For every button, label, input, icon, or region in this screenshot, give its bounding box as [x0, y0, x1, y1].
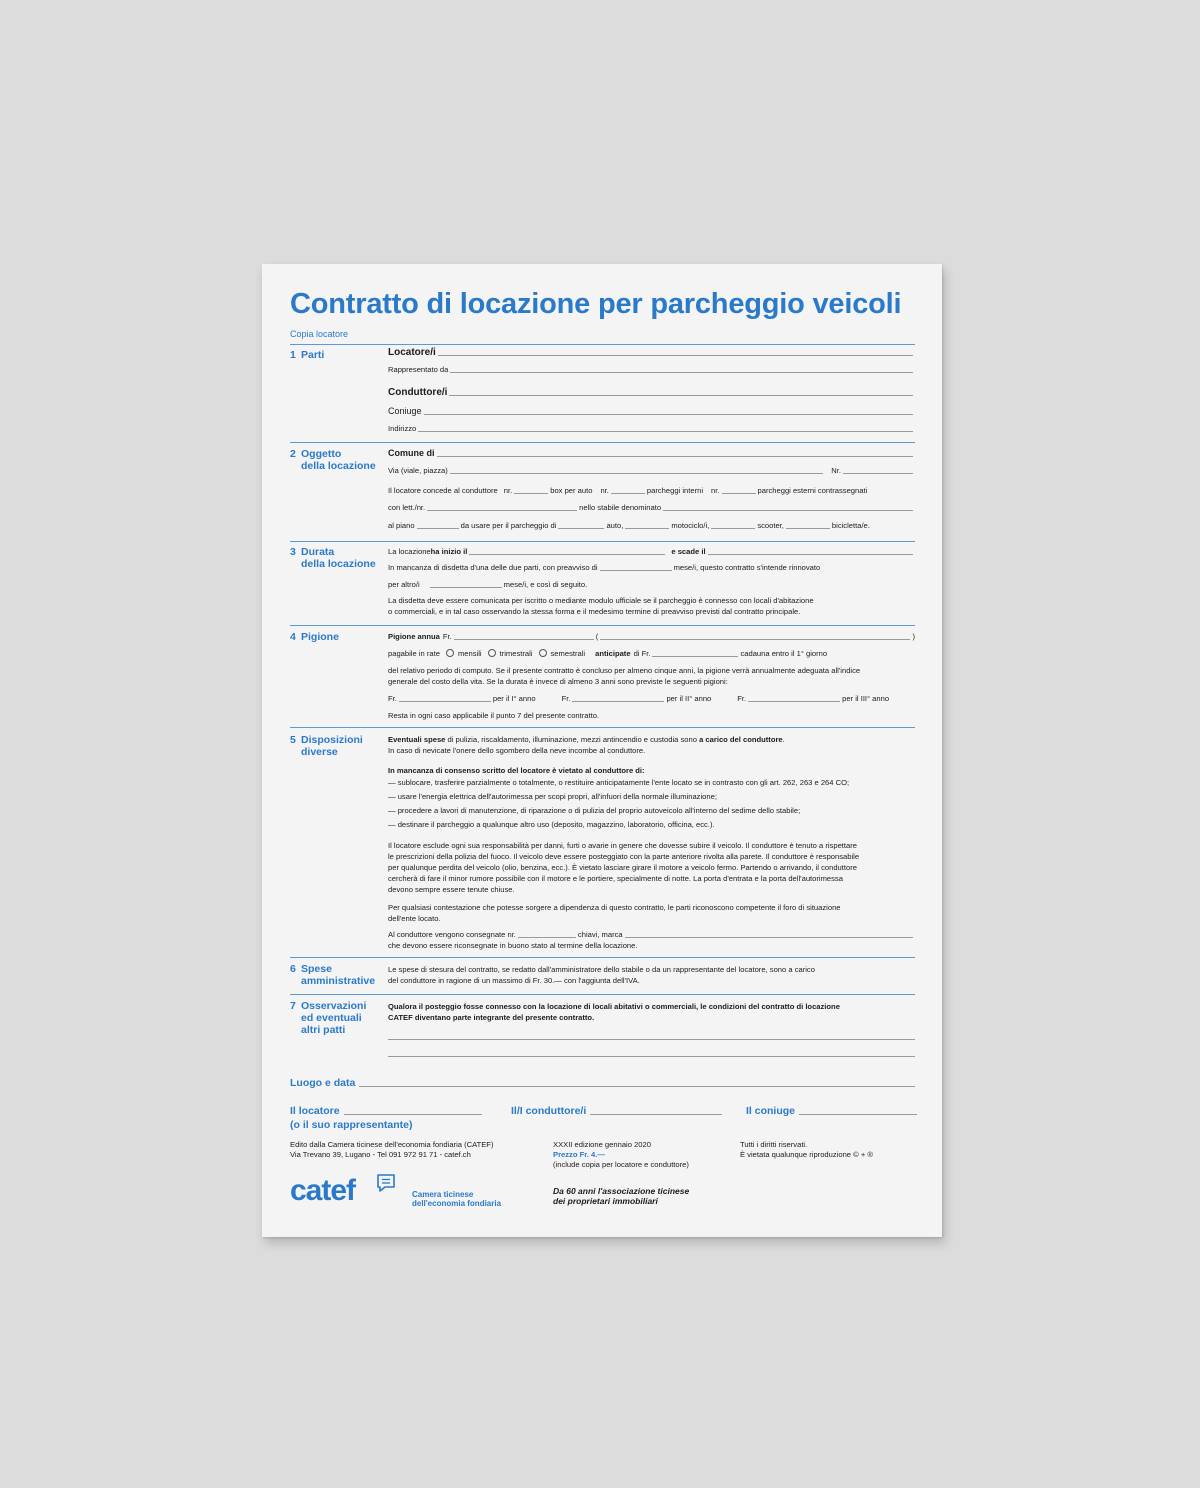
interni-nr-field[interactable] — [611, 493, 645, 494]
pigioni-anni-row: Fr. per il I° anno Fr. per il II° anno Fr. per il III° anno — [388, 694, 890, 703]
indirizzo-row: Indirizzo — [388, 424, 915, 433]
comune-row: Comune di — [388, 449, 915, 458]
resta-text: Resta in ogni caso applicabile il punto 7 del presente contratto. — [388, 711, 600, 720]
section-6-title: 6 Spese amministrative — [290, 963, 376, 987]
section-rule — [290, 344, 915, 345]
firma-coniuge-field[interactable] — [799, 1114, 917, 1115]
section-rule — [290, 541, 915, 542]
radio-mensili[interactable] — [446, 649, 454, 657]
anno3-field[interactable] — [748, 701, 840, 702]
lett-row: con lett./nr. nello stabile denominato — [388, 503, 915, 512]
stabile-field[interactable] — [663, 510, 913, 511]
locatore-row: Locatore/i — [388, 348, 915, 357]
pigione-field[interactable] — [454, 639, 594, 640]
firma-locatore: Il locatore — [290, 1105, 482, 1117]
lett-field[interactable] — [427, 510, 577, 511]
inizio-row: La locazione ha inizio il e scade il — [388, 547, 915, 556]
firma-conduttore: Il/I conduttore/i — [511, 1105, 722, 1117]
chiavi-nr-field[interactable] — [518, 937, 576, 938]
rappresentato-field[interactable] — [450, 372, 913, 373]
spese-paragraph: Eventuali spese di pulizia, riscaldamento, illuminazione, mezzi antincendio e custodia sono a carico del conduttore. In caso di nevicate l'onere dello sgombero della neve incombe al conduttore. — [388, 735, 785, 755]
section-rule — [290, 957, 915, 958]
anno2-field[interactable] — [572, 701, 664, 702]
osservazioni-line-1[interactable] — [388, 1039, 915, 1040]
indirizzo-field[interactable] — [418, 431, 913, 432]
coniuge-row: Coniuge — [388, 407, 915, 416]
copy-label: Copia locatore — [290, 329, 349, 339]
rinnovo-row: per altro/i mese/i, e così di seguito. — [388, 580, 588, 589]
section-2-title: 2 Oggetto della locazione — [290, 448, 376, 472]
firma-locatore-field[interactable] — [344, 1114, 482, 1115]
coniuge-field[interactable] — [424, 414, 913, 415]
concede-row: Il locatore concede al conduttore nr. box per auto nr. parcheggi interni nr. parcheggi esterni contrassegnati — [388, 486, 868, 495]
tagline: Da 60 anni l'associazione ticinese dei proprietari immobiliari — [553, 1186, 690, 1206]
comune-field[interactable] — [437, 456, 914, 457]
anno1-field[interactable] — [399, 701, 491, 702]
piano-row: al piano da usare per il parcheggio di auto, motociclo/i, scooter, bicicletta/e. — [388, 521, 870, 530]
chiavi-row: Al conduttore vengono consegnate nr. chiavi, marca — [388, 930, 915, 939]
section-rule — [290, 994, 915, 995]
via-nr-field[interactable] — [843, 473, 913, 474]
radio-semestrali[interactable] — [539, 649, 547, 657]
inizio-field[interactable] — [469, 554, 665, 555]
via-row: Via (viale, piazza) Nr. — [388, 466, 915, 475]
document-title: Contratto di locazione per parcheggio veicoli — [290, 288, 902, 320]
chiavi-marca-field[interactable] — [625, 937, 913, 938]
disdetta-paragraph: La disdetta deve essere comunicata per iscritto o mediante modulo ufficiale se il parcheggio è connesso con locali d'abitazione o commerciali, e in tal caso osservando la stessa forma e il medesimo termine di preavviso previsti dal contratto principale. — [388, 596, 814, 616]
rate-row: pagabile in rate mensili trimestrali semestrali anticipate di Fr. cadauna entro il 1° giorno — [388, 649, 828, 658]
pigione-words-field[interactable] — [600, 639, 910, 640]
spese-amm-paragraph: Le spese di stesura del contratto, se redatto dall'amministratore dello stabile o da un rappresentante del locatore, sono a carico del conduttore in ragione di un massimo di Fr. 30.— con l'aggiunta dell'IVA. — [388, 965, 815, 985]
osservazioni-paragraph: Qualora il posteggio fosse connesso con la locazione di locali abitativi o commerciali, le condizioni del contratto di locazione CATEF diventano parte integrante del presente contratto. — [388, 1002, 840, 1022]
bici-field[interactable] — [786, 528, 830, 529]
editor-info: Edito dalla Camera ticinese dell'economia fondiaria (CATEF) Via Trevano 39, Lugano - Tel 091 972 91 71 - catef.ch — [290, 1140, 494, 1159]
section-5-title: 5 Disposizioni diverse — [290, 734, 363, 758]
section-rule — [290, 442, 915, 443]
section-rule — [290, 625, 915, 626]
firma-conduttore-field[interactable] — [590, 1114, 722, 1115]
pigione-row: Pigione annua Fr. ( ) — [388, 632, 915, 641]
conduttore-row: Conduttore/i — [388, 388, 915, 397]
contract-sheet — [262, 264, 942, 1237]
pigione-paragraph: del relativo periodo di computo. Se il presente contratto è concluso per almeno cinque anni, la pigione verrà annualmente adeguata all'indice generale del costo della vita. Se la durata è invece di almeno 3 anni sono previste le seguenti pigioni: — [388, 666, 861, 686]
section-7-title: 7 Osservazioni ed eventuali altri patti — [290, 1000, 367, 1036]
scooter-field[interactable] — [711, 528, 755, 529]
osservazioni-line-2[interactable] — [388, 1056, 915, 1057]
edition-info: XXXII edizione gennaio 2020 Prezzo Fr. 4.— (include copia per locatore e conduttore) — [553, 1140, 689, 1169]
section-rule — [290, 727, 915, 728]
section-1-title: 1 Parti — [290, 349, 325, 361]
rights-info: Tutti i diritti riservati. È vietata qualunque riproduzione © + ® — [740, 1140, 873, 1159]
luogo-data-row: Luogo e data — [290, 1077, 915, 1089]
via-field[interactable] — [450, 473, 823, 474]
auto-field[interactable] — [558, 528, 604, 529]
speech-bubble-icon — [375, 1172, 397, 1194]
scadenza-field[interactable] — [708, 554, 913, 555]
locatore-field[interactable] — [438, 355, 913, 356]
responsabilita-paragraph: Il locatore esclude ogni sua responsabilità per danni, furti o avarie in genere che dovesse subire il veicolo. Il conduttore è tenuto a rispettare le prescrizioni della polizia del fuoco. Il veicolo deve essere posteggiato con la parte anteriore rivolta alla parete. Il conduttore è responsabile per qualunque perdita del veicolo (olio, benzina, ecc.). È vietato lasciare girare il motore a veicolo fermo. Partendo o arrivando, il conduttore cercherà di fare il minor rumore possibile con il motore e le portiere, specialmente di notte. La porta d'entrata e la porta dell'autorimessa devono sempre essere tenute chiuse. — [388, 841, 860, 894]
firma-locatore-sub: (o il suo rappresentante) — [290, 1119, 413, 1131]
conduttore-field[interactable] — [449, 395, 913, 396]
moto-field[interactable] — [625, 528, 669, 529]
chiavi-note: che devono essere riconsegnate in buono stato al termine della locazione. — [388, 941, 638, 950]
box-nr-field[interactable] — [514, 493, 548, 494]
foro-paragraph: Per qualsiasi contestazione che potesse sorgere a dipendenza di questo contratto, le parti riconoscono competente il foro di situazione dell'ente locato. — [388, 903, 841, 923]
piano-field[interactable] — [417, 528, 459, 529]
firma-coniuge: Il coniuge — [746, 1105, 917, 1117]
logo-subtitle: Camera ticinese dell'economia fondiaria — [412, 1190, 502, 1208]
rappresentato-row: Rappresentato da — [388, 365, 915, 374]
rinnovo-field[interactable] — [430, 587, 502, 588]
section-3-title: 3 Durata della locazione — [290, 546, 376, 570]
esterni-nr-field[interactable] — [722, 493, 756, 494]
divieti-list: In mancanza di consenso scritto del locatore è vietato al conduttore di: — sublocare, trasferire parzialmente o totalmente, o restituire anticipatamente l'ente locato se in contrasto con gli art. 262, 263 e 264 CO; — usare l'energia elettrica dell'autorimessa per scopi propri, all'infuori della normale illuminazione; — procedere a lavori di manutenzione, di riparazione o di pulizia del proprio autoveicolo all'interno del sedime dello stabile; — destinare il parcheggio a qualunque altro uso (deposito, magazzino, laboratorio, officina, ecc.). — [388, 766, 850, 829]
catef-logo: catef — [290, 1174, 356, 1207]
disdetta-row: In mancanza di disdetta d'una delle due parti, con preavviso di mese/i, questo contratto s'intende rinnovato — [388, 563, 821, 572]
radio-trimestrali[interactable] — [488, 649, 496, 657]
preavviso-field[interactable] — [600, 570, 672, 571]
section-4-title: 4 Pigione — [290, 631, 339, 643]
rata-field[interactable] — [652, 656, 738, 657]
luogo-data-field[interactable] — [359, 1086, 915, 1087]
